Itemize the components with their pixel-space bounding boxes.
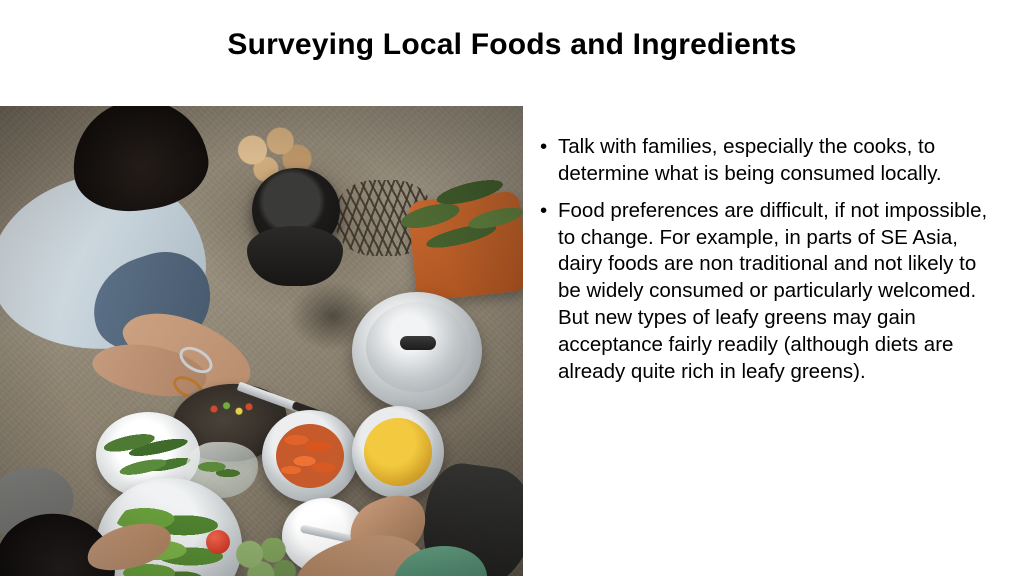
list-item-text: Food preferences are difficult, if not impossible, to change. For example, in parts of SE Asia, dairy foods are non traditional and not likely to be widely consumed or particularly welcomed. But new types of leafy greens may gain acceptance fairly readily (although diets are already quite rich in leafy greens).: [558, 198, 988, 383]
bullet-marker: •: [540, 135, 548, 158]
photo-cooking-group: [0, 106, 523, 576]
bullet-marker: •: [540, 198, 548, 222]
list-item: [540, 198, 1000, 386]
pot-lid-handle: [400, 336, 436, 350]
chopped-carrots: [276, 424, 344, 488]
chopped-vegetables: [204, 398, 254, 420]
list-item-text: Talk with families, especially the cooks, to determine what is being consumed locally.: [558, 135, 942, 185]
omelette: [364, 418, 432, 486]
body-text: [540, 134, 1000, 396]
list-item: [540, 134, 1000, 188]
page-title: Surveying Local Foods and Ingredients: [227, 28, 797, 61]
bagged-herbs: [198, 454, 244, 486]
canned-goods: [236, 538, 298, 576]
tomato: [206, 530, 230, 554]
dark-pot-rim: [247, 226, 343, 286]
